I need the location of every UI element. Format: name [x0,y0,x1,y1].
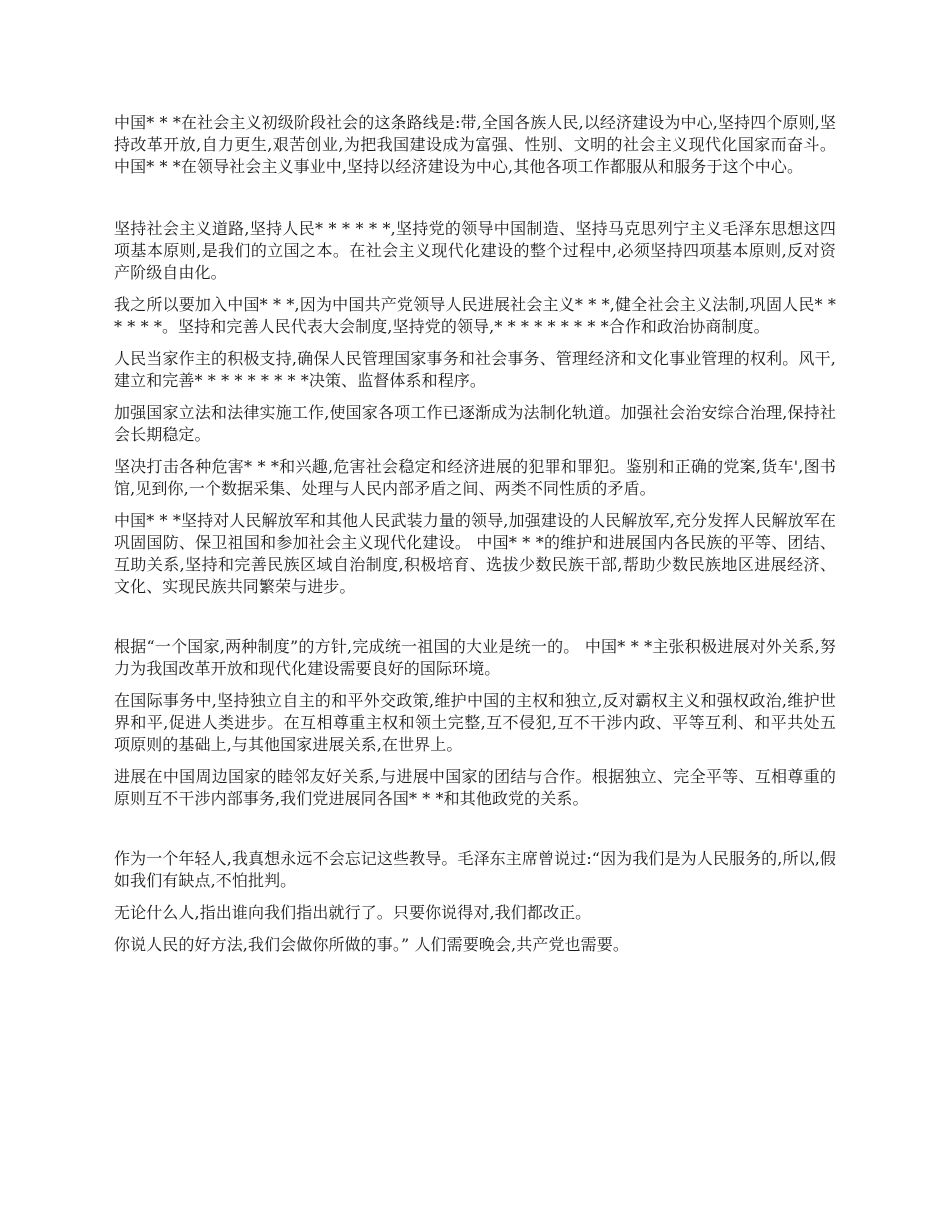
document-page [114,112,836,966]
paragraph-13: 你说人民的好方法,我们会做你所做的事。” 人们需要晚会,共产党也需要。 [114,935,629,954]
paragraph-11: 作为一个年轻人,我真想永远不会忘记这些教导。毛泽东主席曾说过:“因为我们是为人民服务的,所以,假如我们有缺点,不怕批判。 [114,849,836,890]
paragraph-8: 根据“一个国家,两种制度”的方针,完成统一祖国的大业是统一的。 中国* * *主张积极进展对外关系,努力为我国改革开放和现代化建设需要良好的国际环境。 [114,637,836,678]
paragraph-9: 在国际事务中,坚持独立自主的和平外交政策,维护中国的主权和独立,反对霸权主义和强权政治,维护世界和平,促进人类进步。在互相尊重主权和领土完整,互不侵犯,互不干涉内政、平等互利、和平共处五项原则的基础上,与其他国家进展关系,在世界上。 [114,691,836,754]
paragraph-3: 我之所以要加入中国* * *,因为中国共产党领导人民进展社会主义* * *,健全社会主义法制,巩固人民* * * * * *。坚持和完善人民代表大会制度,坚持党的领导,* * * * * * * * *合作和政治协商制度。 [114,295,836,336]
paragraph-2: 坚持社会主义道路,坚持人民* * * * * *,坚持党的领导中国制造、坚持马克思列宁主义毛泽东思想这四项基本原则,是我们的立国之本。在社会主义现代化建设的整个过程中,必须坚持四项基本原则,反对资产阶级自由化。 [114,219,836,282]
paragraph-10: 进展在中国周边国家的睦邻友好关系,与进展中国家的团结与合作。根据独立、完全平等、互相尊重的原则互不干涉内部事务,我们党进展同各国* * *和其他政党的关系。 [114,767,836,808]
paragraph-5: 加强国家立法和法律实施工作,使国家各项工作已逐渐成为法制化轨道。加强社会治安综合治理,保持社会长期稳定。 [114,403,836,444]
paragraph-1: 中国* * *在社会主义初级阶段社会的这条路线是:带,全国各族人民,以经济建设为中心,坚持四个原则,坚持改革开放,自力更生,艰苦创业,为把我国建设成为富强、性别、文明的社会主义现代化国家而奋斗。中国* * *在领导社会主义事业中,坚持以经济建设为中心,其他各项工作都服从和服务于这个中心。 [114,113,836,176]
paragraph-12: 无论什么人,指出谁向我们指出就行了。只要你说得对,我们都改正。 [114,903,592,922]
paragraph-6: 坚决打击各种危害* * *和兴趣,危害社会稳定和经济进展的犯罪和罪犯。鉴别和正确的党案,货车',图书馆,见到你,一个数据采集、处理与人民内部矛盾之间、两类不同性质的矛盾。 [114,457,836,498]
paragraph-4: 人民当家作主的积极支持,确保人民管理国家事务和社会事务、管理经济和文化事业管理的权利。风干,建立和完善* * * * * * * * *决策、监督体系和程序。 [114,349,836,390]
paragraph-7: 中国* * *坚持对人民解放军和其他人民武装力量的领导,加强建设的人民解放军,充分发挥人民解放军在巩固国防、保卫祖国和参加社会主义现代化建设。 中国* * *的维护和进展国内各民族的平等、团结、互助关系,坚持和完善民族区域自治制度,积极培育、选拔少数民族干部,帮助少数民族地区进展经济、文化、实现民族共同繁荣与进步。 [114,511,836,596]
